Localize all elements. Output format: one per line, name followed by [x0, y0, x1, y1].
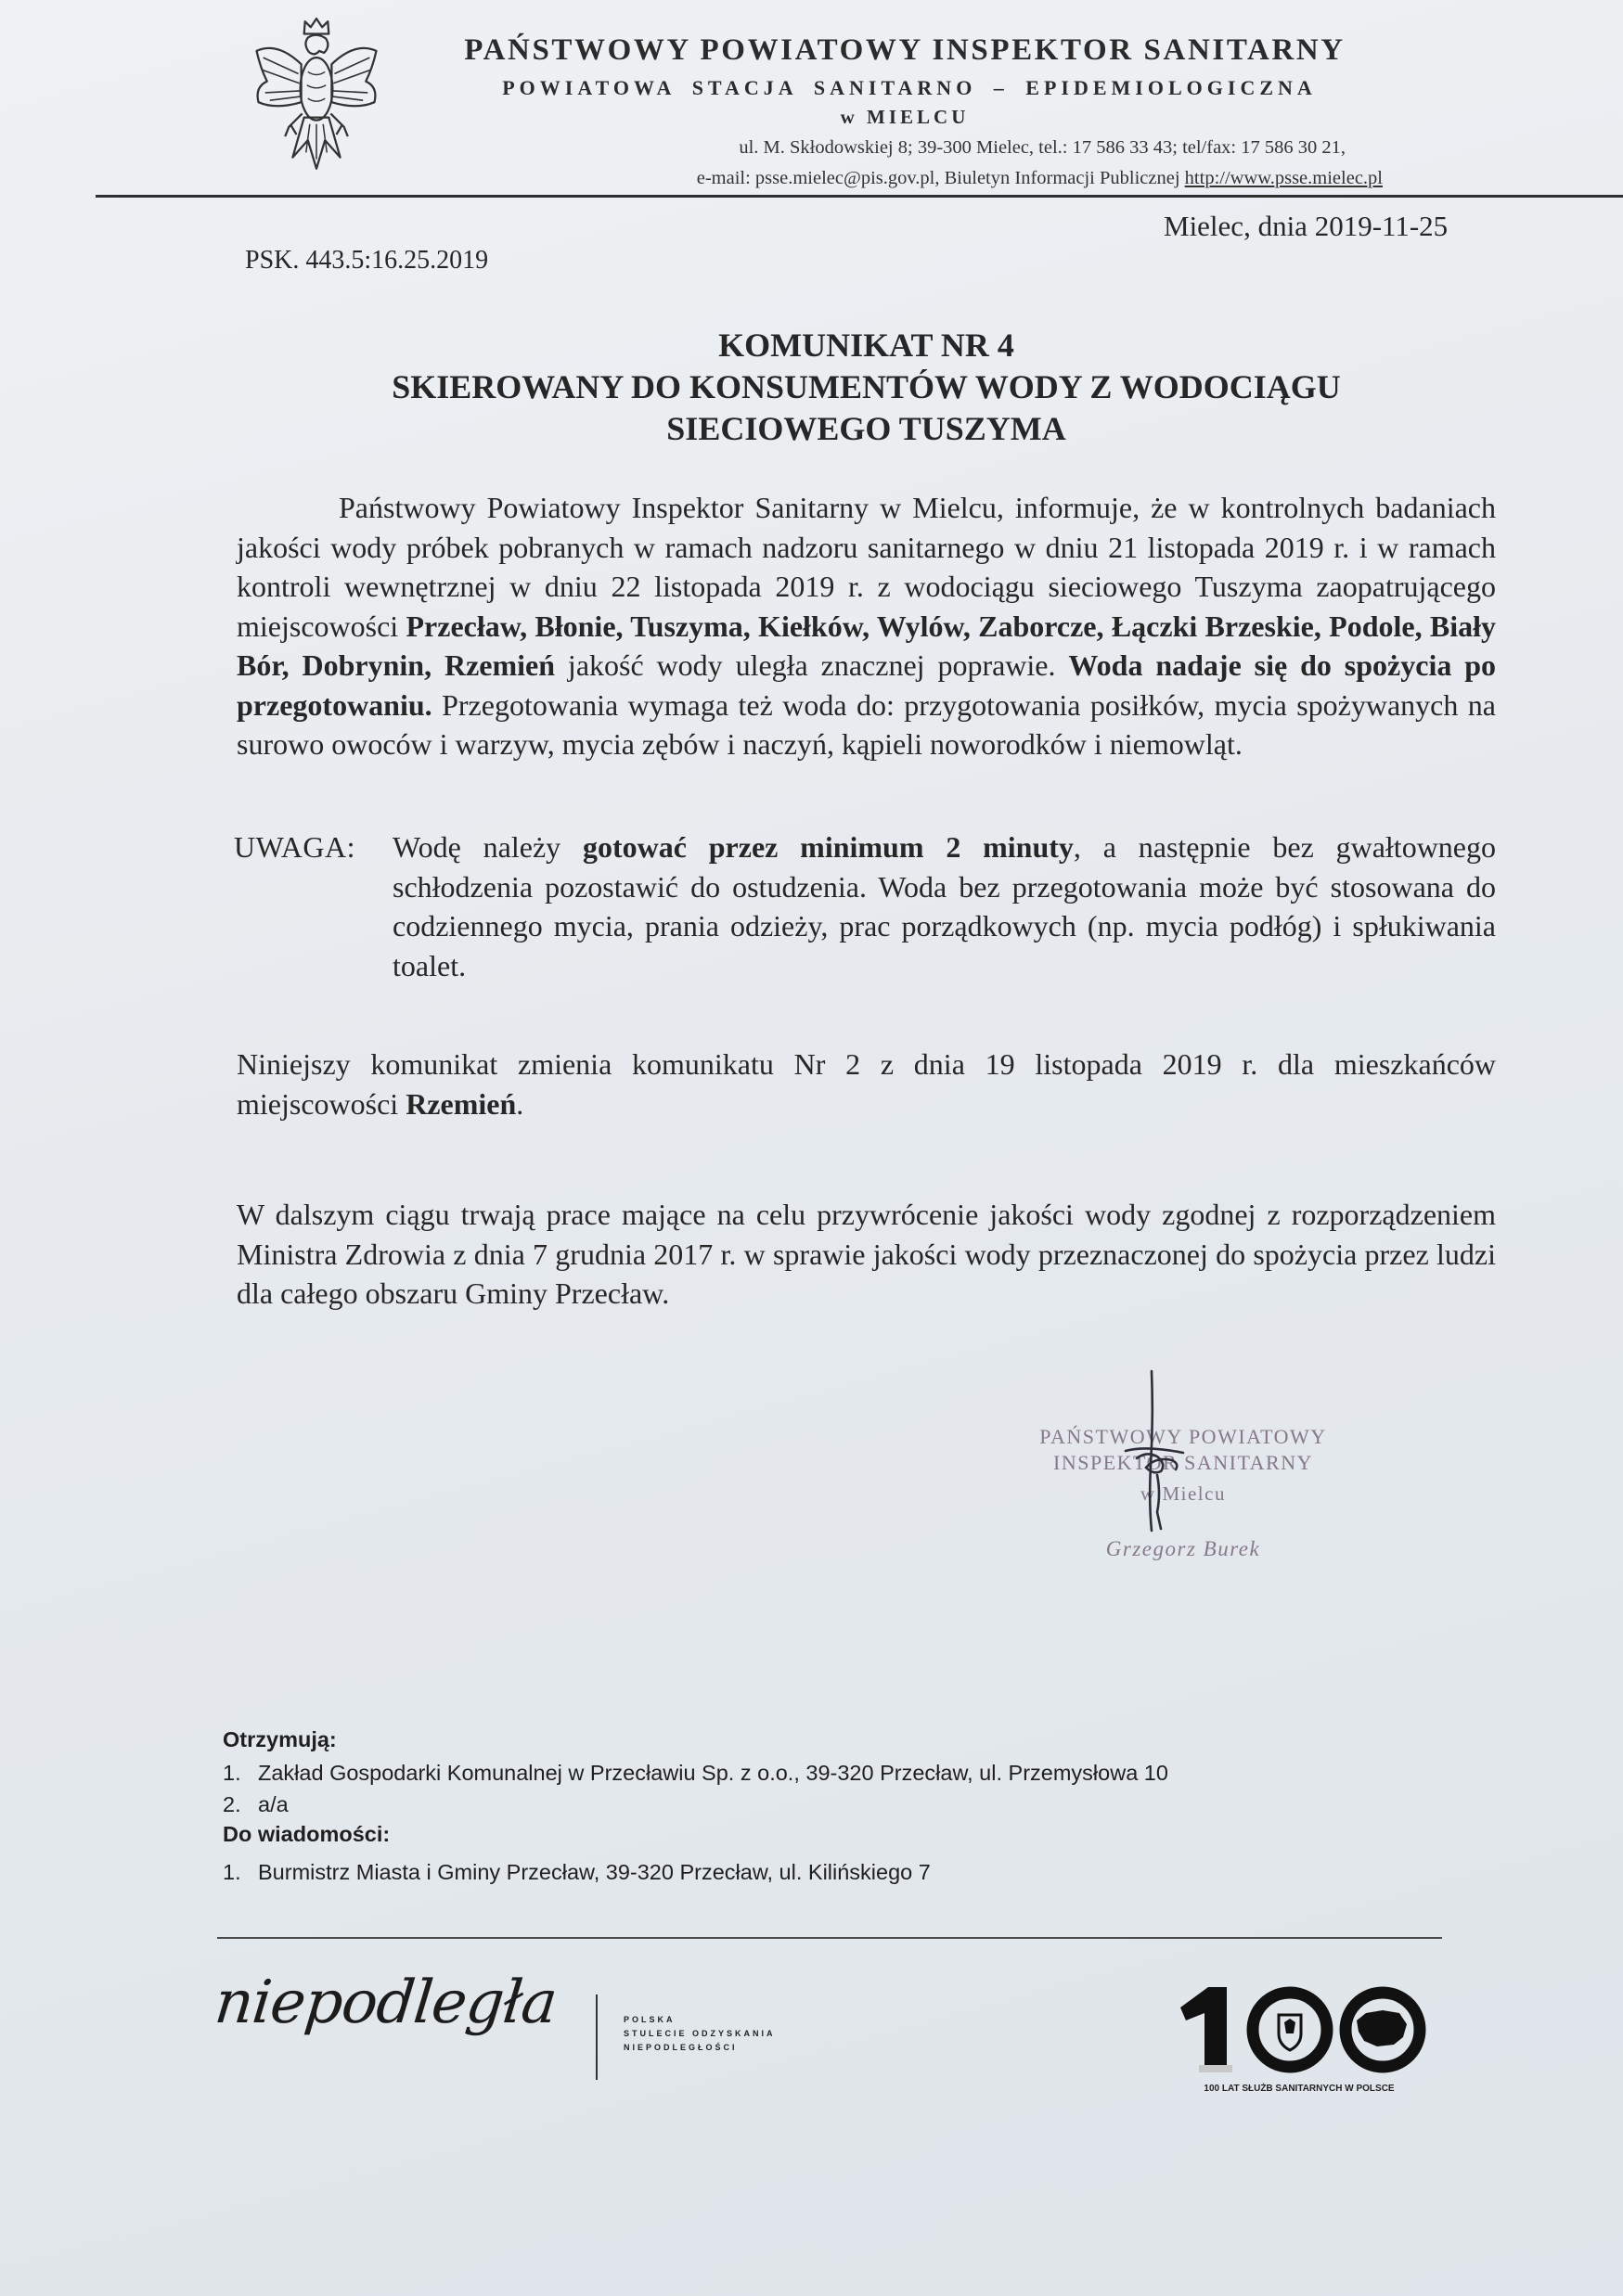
official-stamp [998, 1364, 1369, 1586]
independence-caption [624, 2013, 776, 2055]
footer-divider [217, 1937, 1442, 1939]
caption-line: POLSKA [624, 2015, 676, 2024]
recipients-heading: Otrzymują: [223, 1727, 337, 1751]
title-line-2: SKIEROWANY DO KONSUMENTÓW WODY Z WODOCIĄGU [392, 368, 1341, 405]
caption-line: NIEPODLEGŁOŚCI [624, 2043, 738, 2052]
white-eagle-emblem-icon [249, 15, 384, 174]
paragraph-announcement [237, 488, 1496, 764]
title-line-1: KOMUNIKAT NR 4 [718, 327, 1014, 364]
item-number: 1. [223, 1860, 241, 1884]
stamp-line-2: INSPEKTOR SANITARNY [1053, 1451, 1313, 1474]
document-title [237, 325, 1496, 450]
logo-divider [596, 1995, 598, 2080]
text-run: , a następnie bez gwałtownego schłodzenia pozostawić do ostudzenia. Woda bez przegotowania może być stosowana do codziennego mycia, prania odzieży, prac porządkowych (np. mycia podłóg) i spłukiwania toalet. [393, 830, 1497, 982]
locality-name: Rzemień [406, 1086, 517, 1121]
recipient-item [223, 1792, 289, 1817]
notice-text [393, 827, 1496, 985]
text-run: Przegotowania wymaga też woda do: przygotowania posiłków, mycia spożywanych na surowo owoców i warzyw, mycia zębów i naczyń, kąpieli noworodków i niemowląt. [237, 687, 1496, 761]
boiling-instruction: gotować przez minimum 2 minuty [582, 830, 1074, 864]
station-address: ul. M. Skłodowskiej 8; 39-300 Mielec, tel.: 17 586 33 43; tel/fax: 17 586 30 21, [739, 137, 1346, 158]
document-date: Mielec, dnia 2019-11-25 [1164, 210, 1449, 242]
centenary-100-logo [1167, 1980, 1436, 2080]
item-text: a/a [258, 1792, 289, 1816]
text-run: W dalszym ciągu trwają prace mające na celu przywrócenie jakości wody zgodnej z rozporządzeniem Ministra Zdrowia z dnia 7 grudnia 2017 r. w sprawie jakości wody przeznaczonej do spożycia przez ludzi dla całego obszaru Gminy Przecław. [237, 1198, 1496, 1310]
letterhead-divider [96, 195, 1623, 198]
text-run: jakość wody uległa znacznej poprawie. [555, 648, 1069, 682]
caption-line: STULECIE ODZYSKANIA [624, 2029, 776, 2038]
text-run: Państwowy Powiatowy Inspektor Sanitarny w Mielcu, informuje, że w kontrolnych badaniach jakości wody próbek pobranych w ramach nadzoru sanitarnego w dniu 21 listopada 2019 r. i w ramach kontroli wewnętrznej w dniu 22 listopada 2019 r. z wodociągu sieciowego Tuszyma zaopatrującego miejscowości [237, 491, 1496, 643]
title-line-3: SIECIOWEGO TUSZYMA [666, 410, 1066, 447]
handwritten-signature [998, 1364, 1369, 1586]
document-reference: PSK. 443.5:16.25.2019 [245, 246, 489, 275]
stamp-line-1: PAŃSTWOWY POWIATOWY [1039, 1425, 1327, 1448]
paragraph-ongoing-works [237, 1195, 1496, 1314]
stamp-line-3: w Mielcu [1140, 1482, 1226, 1505]
logo-digit-one [1180, 1987, 1227, 2072]
text-run: Niniejszy komunikat zmienia komunikatu Nr 2 z dnia 19 listopada 2019 r. dla mieszkańców miejscowości [237, 1047, 1496, 1121]
cc-heading: Do wiadomości: [223, 1822, 391, 1846]
item-text: Burmistrz Miasta i Gminy Przecław, 39-320 Przecław, ul. Kilińskiego 7 [258, 1860, 931, 1884]
item-text: Zakład Gospodarki Komunalnej w Przecławiu Sp. z o.o., 39-320 Przecław, ul. Przemysłowa 10 [258, 1761, 1168, 1785]
cc-item [223, 1860, 931, 1885]
independence-logo: niepodległa [212, 1969, 560, 2037]
item-number: 2. [223, 1792, 241, 1816]
poland-map-icon [1357, 2010, 1407, 2046]
logo-digit-one-base [1199, 2065, 1232, 2072]
paragraph-amendment [237, 1045, 1496, 1123]
recipient-item [223, 1761, 1168, 1786]
station-name: POWIATOWA STACJA SANITARNO – EPIDEMIOLOGICZNA [502, 76, 1317, 99]
water-status-statement: Woda nadaje się do spożycia po przegotowaniu. [237, 648, 1497, 722]
text-run: Wodę należy [393, 830, 583, 864]
notice-label: UWAGA: [234, 830, 355, 864]
stamp-signatory: Grzegorz Burek [1105, 1537, 1261, 1560]
station-city: w MIELCU [840, 106, 970, 128]
authority-name: PAŃSTWOWY POWIATOWY INSPEKTOR SANITARNY [464, 33, 1346, 67]
text-run: . [516, 1086, 524, 1121]
localities-list: Przecław, Błonie, Tuszyma, Kiełków, Wylów, Zaborcze, Łączki Brzeskie, Podole, Biały Bór, Dobrynin, Rzemień [237, 609, 1497, 682]
item-number: 1. [223, 1761, 241, 1785]
centenary-caption: 100 LAT SŁUŻB SANITARNYCH W POLSCE [1204, 2084, 1395, 2094]
station-contact [445, 168, 1383, 189]
website-link: http://www.psse.mielec.pl [1184, 168, 1383, 188]
contact-email-text: e-mail: psse.mielec@pis.gov.pl, Biuletyn Informacji Publicznej [696, 168, 1185, 188]
